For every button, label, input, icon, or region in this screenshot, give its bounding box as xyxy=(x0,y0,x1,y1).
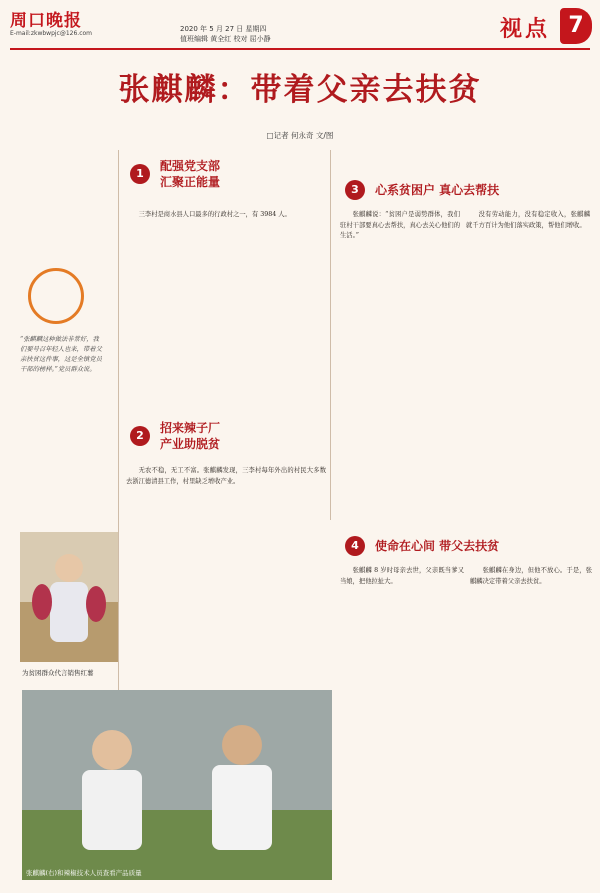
paragraph: 张麒麟在身边，但他不放心。于是，张麒麟决定带着父亲去扶贫。 xyxy=(470,567,592,585)
column-divider xyxy=(330,150,331,520)
paragraph: 张麒麟说：“贫困户是弱势群体，我们驻村干部要真心去帮扶，真心去关心他们的生活。” xyxy=(340,211,460,239)
section-heading-3 xyxy=(345,180,499,200)
section-number: 2 xyxy=(130,426,150,446)
masthead xyxy=(0,0,600,58)
photo-sweet-potato xyxy=(20,532,118,662)
section-title: 使命在心间 带父去扶贫 xyxy=(375,538,500,553)
section-2-body xyxy=(126,466,326,686)
section-heading-1 xyxy=(130,158,220,190)
masthead-rule xyxy=(10,48,590,50)
newspaper-logo: 周口晚报 xyxy=(10,11,82,31)
email-address[interactable]: E-mail:zkwbwpjc@126.com xyxy=(10,30,93,37)
photo-caption-2: 张麒麟(右)和辣椒技术人员查看产品质量 xyxy=(26,869,142,877)
section-number: 1 xyxy=(130,164,150,184)
paragraph: 没有劳动能力，没有稳定收入，张麒麟就千方百计为他们落实政策，帮他们增收。 xyxy=(466,211,590,229)
section-1-body xyxy=(126,210,326,410)
section-number: 3 xyxy=(345,180,365,200)
section-3-body-left xyxy=(340,210,460,510)
quote-decoration xyxy=(28,268,84,324)
paragraph: 三李村是商水县人口最多的行政村之一，有 3984 人。 xyxy=(138,211,291,218)
section-3-body-right xyxy=(466,210,590,510)
paragraph: 张麒麟 8 岁时母亲去世，父亲既当爹又当娘，把他拉扯大。 xyxy=(340,567,464,585)
issue-date: 2020 年 5 月 27 日 星期四 xyxy=(180,25,267,33)
section-heading-4 xyxy=(345,536,499,556)
page-number: 7 xyxy=(560,8,592,44)
paragraph: 无农不稳，无工不富。张麒麟发现，三李村每年外出的村民大多数去浙江德清县工作，村里缺乏增收产业。 xyxy=(126,467,326,485)
staff-line: 值班编辑 黄全红 校对 屈小静 xyxy=(180,35,271,43)
headline: 张麒麟：带着父亲去扶贫 xyxy=(118,72,482,108)
section-4-body-left xyxy=(340,566,464,866)
section-name: 视点 xyxy=(500,16,551,42)
section-title: 招来辣子厂 产业助脱贫 xyxy=(160,421,221,452)
section-number: 4 xyxy=(345,536,365,556)
section-title: 配强党支部 汇聚正能量 xyxy=(160,159,221,190)
photo-caption-1: 为贫困群众代言销售红薯 xyxy=(22,669,94,677)
section-4-body-right xyxy=(470,566,592,866)
pull-quote: “张麒麟这种做法非常好，我们要号召年轻人也来，带着父亲扶贫这件事，这是全镇党员干部的榜样。”党员群众说。 xyxy=(20,336,102,373)
section-heading-2 xyxy=(130,420,220,452)
photo-chili-inspection xyxy=(22,690,332,880)
byline: □记者 何永奇 文/图 xyxy=(266,131,334,140)
section-title: 心系贫困户 真心去帮扶 xyxy=(375,182,500,197)
